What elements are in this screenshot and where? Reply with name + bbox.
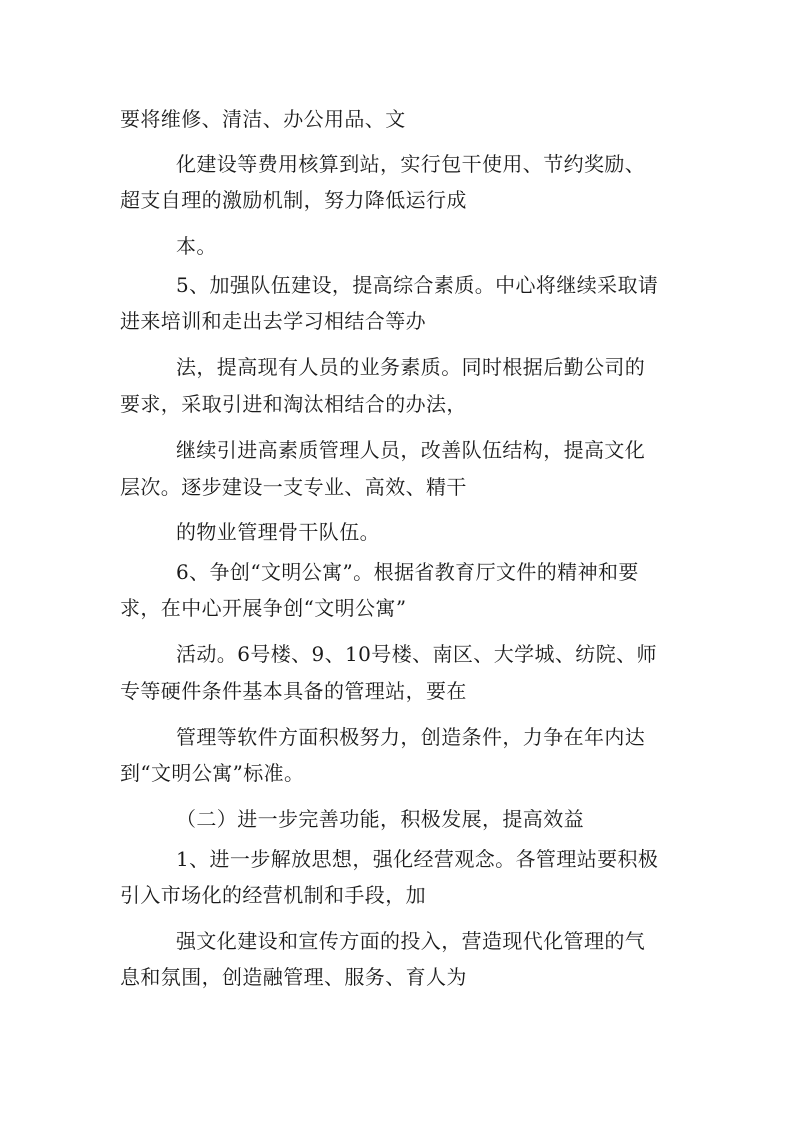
text-line: 息和氛围，创造融管理、服务、育人为 [120,965,467,989]
text-line: 到“文明公寓”标准。 [120,761,305,785]
text-line: 活动。6号楼、9、10号楼、南区、大学城、纺院、师 [176,642,657,666]
text-line: 求，在中心开展争创“文明公寓” [120,596,407,620]
text-line: 法，提高现有人员的业务素质。同时根据后勤公司的 [176,355,646,379]
text-line: 5、加强队伍建设，提高综合素质。中心将继续采取请 [176,273,659,297]
text-line: （二）进一步完善功能，积极发展，提高效益 [176,807,584,831]
text-line: 层次。逐步建设一支专业、高效、精干 [120,475,467,499]
text-line: 继续引进高素质管理人员，改善队伍结构，提高文化 [176,438,646,462]
text-line: 超支自理的激励机制，努力降低运行成 [120,188,467,212]
text-line: 强文化建设和宣传方面的投入，营造现代化管理的气 [176,929,646,953]
text-line: 6、争创“文明公寓”。根据省教育厅文件的精神和要 [176,560,639,584]
text-line: 要求，采取引进和淘汰相结合的办法， [120,392,467,416]
text-line: 引入市场化的经营机制和手段，加 [120,883,426,907]
text-line: 的物业管理骨干队伍。 [176,520,380,544]
text-line: 本。 [176,234,217,258]
text-line: 进来培训和走出去学习相结合等办 [120,309,426,333]
text-line: 1、进一步解放思想，强化经营观念。各管理站要积极 [176,847,659,871]
text-line: 化建设等费用核算到站，实行包干使用、节约奖励、 [176,152,646,176]
text-line: 要将维修、清洁、办公用品、文 [120,107,406,131]
text-line: 管理等软件方面积极努力，创造条件，力争在年内达 [176,725,646,749]
text-line: 专等硬件条件基本具备的管理站，要在 [120,679,467,703]
